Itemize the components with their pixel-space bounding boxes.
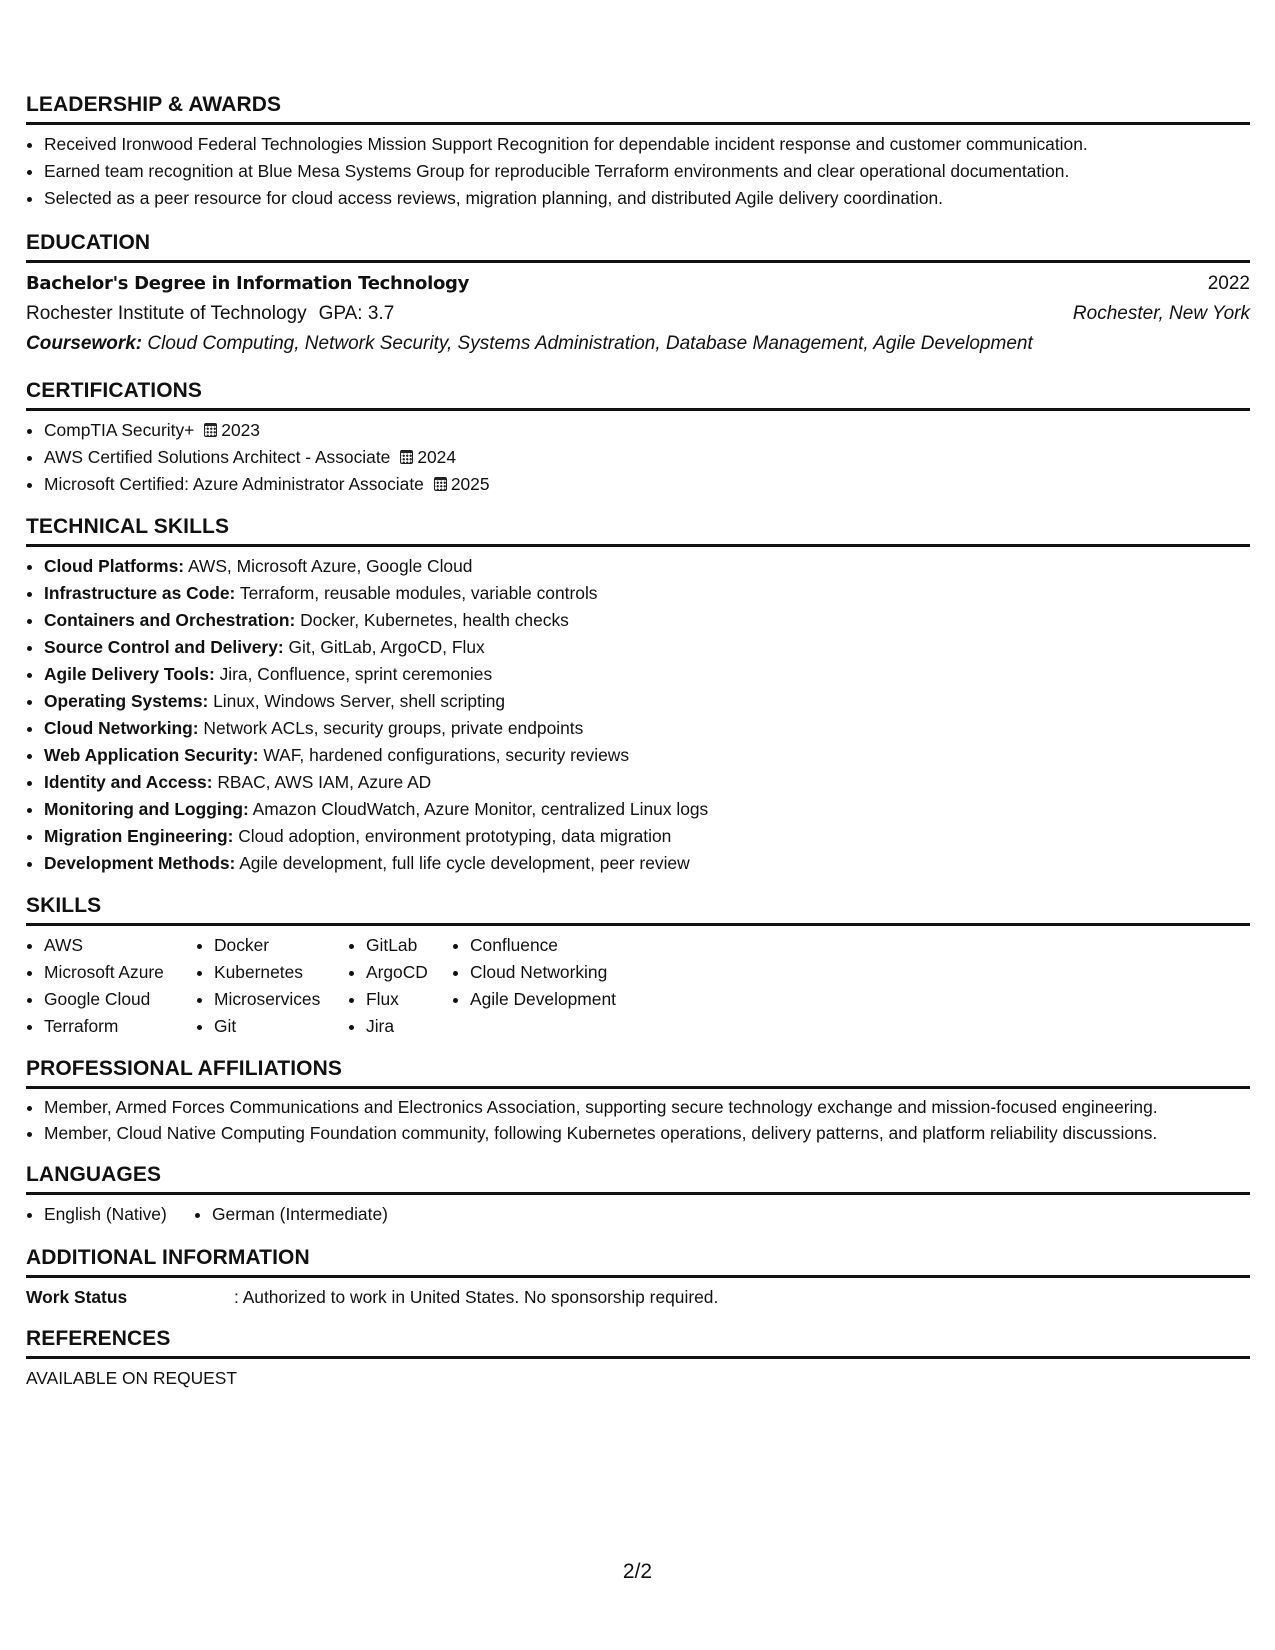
skill-item: • Agile Development (470, 986, 616, 1013)
section-title-affiliations: PROFESSIONAL AFFILIATIONS (26, 1056, 1250, 1089)
skill-label: Cloud Networking: (44, 718, 199, 738)
skill-value: Terraform, reusable modules, variable controls (239, 583, 598, 603)
section-title-languages: LANGUAGES (26, 1162, 1250, 1195)
skills-section (26, 893, 1250, 1040)
gpa: GPA: 3.7 (318, 303, 395, 324)
skill-label: Identity and Access: (44, 772, 213, 792)
list-item (44, 661, 1250, 688)
education-school-row (26, 299, 1250, 329)
certification-item (44, 471, 1250, 498)
certification-name: CompTIA Security+ (44, 420, 195, 440)
certification-year: 2025 (450, 474, 490, 494)
skill-item: • GitLab (366, 932, 452, 959)
skill-item: • Microservices (214, 986, 348, 1013)
skill-item: • Google Cloud (44, 986, 196, 1013)
section-title-certifications: CERTIFICATIONS (26, 378, 1250, 411)
skill-label: Infrastructure as Code: (44, 583, 236, 603)
skill-label: Web Application Security: (44, 745, 259, 765)
skill-value: Linux, Windows Server, shell scripting (213, 691, 506, 711)
skill-label: Containers and Orchestration: (44, 610, 296, 630)
language-item: • German (Intermediate) (212, 1201, 388, 1228)
education-section (26, 230, 1250, 359)
list-item (44, 796, 1250, 823)
references-section (26, 1326, 1250, 1391)
skill-value: Network ACLs, security groups, private endpoints (203, 718, 584, 738)
school-location: Rochester, New York (1072, 303, 1250, 324)
calendar-icon (204, 423, 217, 437)
certification-item (44, 444, 1250, 471)
skill-value: WAF, hardened configurations, security reviews (263, 745, 630, 765)
skill-label: Agile Delivery Tools: (44, 664, 215, 684)
list-item (44, 769, 1250, 796)
calendar-icon (400, 450, 413, 464)
section-title-leadership: LEADERSHIP & AWARDS (26, 92, 1250, 125)
references-text: AVAILABLE ON REQUEST (26, 1368, 238, 1388)
graduation-year: 2022 (1207, 273, 1250, 294)
technical-skills-section (26, 514, 1250, 877)
languages-column (26, 1201, 194, 1228)
skills-column (196, 932, 348, 1040)
additional-information-section (26, 1245, 1250, 1310)
degree-name: Bachelor's Degree in Information Technology (26, 273, 470, 294)
skill-item: • Jira (366, 1013, 452, 1040)
skill-label: Operating Systems: (44, 691, 209, 711)
list-item: • Earned team recognition at Blue Mesa Systems Group for reproducible Terraform environments and clear operational documentation. (44, 158, 1250, 185)
resume-page (26, 92, 1250, 1391)
page-number: 2/2 (622, 1560, 653, 1583)
skills-column (26, 932, 196, 1040)
skill-item: • ArgoCD (366, 959, 452, 986)
skill-value: Git, GitLab, ArgoCD, Flux (288, 637, 485, 657)
list-item: • Selected as a peer resource for cloud access reviews, migration planning, and distributed Agile delivery coordination. (44, 185, 1250, 212)
languages-section (26, 1162, 1250, 1228)
certification-year: 2024 (417, 447, 457, 467)
skill-item: • Cloud Networking (470, 959, 616, 986)
work-status-value: : Authorized to work in United States. No sponsorship required. (234, 1287, 719, 1307)
skill-value: RBAC, AWS IAM, Azure AD (217, 772, 432, 792)
section-title-skills: SKILLS (26, 893, 1250, 926)
list-item (44, 553, 1250, 580)
certification-year: 2023 (221, 420, 260, 440)
skill-label: Source Control and Delivery: (44, 637, 284, 657)
certifications-list (26, 417, 1250, 498)
skill-value: Agile development, full life cycle development, peer review (239, 853, 690, 873)
skill-label: Cloud Platforms: (44, 556, 185, 576)
skill-item: • Git (214, 1013, 348, 1040)
list-item: • Member, Cloud Native Computing Foundation community, following Kubernetes operations, delivery patterns, and platform reliability discussions. (44, 1121, 1250, 1145)
skill-value: Jira, Confluence, sprint ceremonies (219, 664, 493, 684)
skill-value: Docker, Kubernetes, health checks (300, 610, 569, 630)
skill-item: • Flux (366, 986, 452, 1013)
affiliations-list (26, 1095, 1250, 1145)
work-status-label: Work Status (26, 1287, 128, 1307)
list-item (44, 823, 1250, 850)
skills-column (452, 932, 616, 1040)
skill-label: Migration Engineering: (44, 826, 234, 846)
technical-skills-list (26, 553, 1250, 877)
list-item (44, 715, 1250, 742)
skills-columns (26, 932, 1250, 1040)
list-item (44, 850, 1250, 877)
list-item: • Member, Armed Forces Communications and Electronics Association, supporting secure technology exchange and mission-focused engineering. (44, 1095, 1250, 1119)
skill-item: • Confluence (470, 932, 616, 959)
school-name: Rochester Institute of Technology (26, 303, 307, 324)
section-title-additional: ADDITIONAL INFORMATION (26, 1245, 1250, 1278)
skill-item: • Terraform (44, 1013, 196, 1040)
coursework-label: Coursework: (26, 333, 143, 354)
skill-item: • Microsoft Azure (44, 959, 196, 986)
list-item (44, 742, 1250, 769)
skill-item: • AWS (44, 932, 196, 959)
languages-column (194, 1201, 388, 1228)
certification-name: Microsoft Certified: Azure Administrator Associate (44, 474, 424, 494)
skill-label: Development Methods: (44, 853, 236, 873)
professional-affiliations-section (26, 1056, 1250, 1145)
list-item: • Received Ironwood Federal Technologies Mission Support Recognition for dependable incident response and customer communication. (44, 131, 1250, 158)
list-item (44, 634, 1250, 661)
certification-item (44, 417, 1250, 444)
languages-row (26, 1201, 1250, 1228)
list-item (44, 580, 1250, 607)
skill-item: • Docker (214, 932, 348, 959)
school-line (26, 299, 394, 329)
skill-value: Cloud adoption, environment prototyping, data migration (238, 826, 672, 846)
section-title-technical-skills: TECHNICAL SKILLS (26, 514, 1250, 547)
skill-value: AWS, Microsoft Azure, Google Cloud (187, 556, 473, 576)
work-status-row (26, 1284, 1250, 1310)
coursework-line (26, 329, 1250, 359)
education-header-row (26, 269, 1250, 299)
section-title-education: EDUCATION (26, 230, 1250, 263)
certification-name: AWS Certified Solutions Architect - Associate (44, 447, 391, 467)
certifications-section (26, 378, 1250, 498)
skill-item: • Kubernetes (214, 959, 348, 986)
list-item (44, 688, 1250, 715)
skill-label: Monitoring and Logging: (44, 799, 249, 819)
leadership-list (26, 131, 1250, 212)
calendar-icon (434, 477, 447, 491)
section-title-references: REFERENCES (26, 1326, 1250, 1359)
skill-value: Amazon CloudWatch, Azure Monitor, centralized Linux logs (252, 799, 709, 819)
list-item (44, 607, 1250, 634)
language-item: • English (Native) (44, 1201, 194, 1228)
leadership-awards-section (26, 92, 1250, 212)
skills-column (348, 932, 452, 1040)
coursework-list: Cloud Computing, Network Security, Systems Administration, Database Management, Agile Development (147, 333, 1033, 354)
